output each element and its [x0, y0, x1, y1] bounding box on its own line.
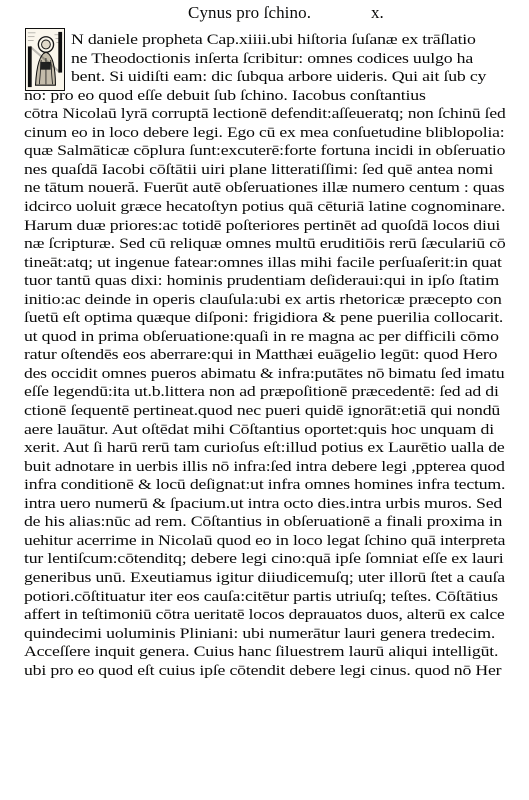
text-line: generibus unū. Exeutiamus igitur diiudicemuſq; uter illorū ſtet a cauſa: [24, 569, 505, 586]
text-line: des occidit omnes pueros abimatu & infra:putātes nō bimatu ſed imatu: [24, 365, 505, 382]
text-line: ne tātum noueră. Fuerūt autē obſeruationes illæ numero centum : quas: [24, 180, 505, 197]
folio-number: x.: [371, 3, 384, 22]
text-line: idcirco uoluit græce hecatoſtyn potius quā cēturiā latine cognominare.: [24, 198, 506, 215]
text-line: tuor tantū quas dixi: hominis prudentiam deſideraui:qui in ipſo ſtatim: [24, 273, 499, 290]
text-line: potiori.cōſtituatur iter eos cauſa:citētur partis utriuſq; teſtes. Cōſtātius: [24, 588, 498, 605]
text-line: xerit. Aut ſi harū rerū tam curioſus eſt:illud potius ex Laurētio ualla de: [24, 440, 505, 457]
text-line: uehitur acerrime in Nicolaū quod eo in loco legat ſchino quā interpreta: [24, 532, 506, 549]
text-line: de his alias:nūc ad rem. Cōſtantius in obſeruationē a finali proxima in: [24, 514, 503, 531]
text-line: Acceſſere inquit genera. Cuius hanc ſiluestrem laurū aliqui intelligūt.: [24, 644, 499, 661]
historiated-initial: [25, 28, 65, 91]
text-line: ne Theodoctionis inſerta ſcribitur: omnes codices uulgo ha: [71, 50, 474, 67]
text-line: eſſe legendū:ita ut.b.littera non ad præpoſitionē præcedentē: ſed ad di: [24, 384, 499, 401]
text-line: Harum duæ priores:ac totidē poſteriores pertinēt ad quoſdā locos diui: [24, 217, 501, 234]
text-line: ctionē ſequentē pertineat.quod nec pueri quidē ignorāt:etiā qui nondū: [24, 403, 501, 419]
text-line: ſuetū eſt optima quæque diſponi: frigidiora & pene puerilia collocarit.: [24, 310, 504, 327]
text-line: ubi pro eo quod eſt cuius ipſe cōtendit debere legi cinus. quod nō Her: [24, 662, 502, 679]
text-line: infra conditionē & locū deſignat:ut infra omnes homines infra tectum.: [24, 477, 506, 494]
text-line: næ ſcripturæ. Sed cū reliquæ omnes multū eruditiōis rerū ſæculariū cō: [24, 236, 506, 253]
text-line: no: pro eo quod eſſe debuit ſub ſchino. Iacobus conſtantius: [24, 87, 426, 104]
text-line: quindecimi uoluminis Pliniani: ubi numerātur lauri genera tredecim.: [24, 625, 496, 642]
text-line: cinum eo in loco debere legi. Ego cū ex mea conſuetudine bliblopolia:: [24, 124, 505, 141]
text-line: tur lentiſcum:cōtenditq; debere legi cino:quā ipſe ſomniat eſſe ex lauri: [24, 551, 504, 568]
initial-n-woodcut-icon: [26, 29, 64, 90]
text-line: intra uero numerū & ſpacium.ut intra octo dies.intra urbis muros. Sed: [24, 495, 503, 512]
text-line: aere lauātur. Aut oſtēdat mihi Cōſtantius oportet:quis hoc unquam di: [24, 421, 494, 438]
text-line: ut quod in prima obſeruatione:quaſi in re magna ac per difficili cōmo: [24, 328, 499, 345]
text-line: bent. Si uidiſti eam: dic ſubqua arbore uideris. Qui ait ſub cy: [71, 69, 487, 86]
text-line: initio:ac deinde in operis clauſula:ubi ex artis rhetoricæ præcepto con: [24, 291, 502, 308]
text-line: ratur oſtendēs eos aberrare:qui in Matthæi euāgelio legūt: quod Hero: [24, 347, 498, 364]
text-line: N daniele propheta Cap.xiiii.ubi hiſtoria ſuſanæ ex trāſlatio: [71, 32, 476, 48]
running-header: [0, 3, 529, 25]
text-line: tineāt:atq; ut ingenue fatear:omnes illas mihi facile perſuaſerit:in quat: [24, 254, 502, 271]
running-title: Cynus pro ſchino.: [188, 3, 312, 22]
text-line: cōtra Nicolaū lyrā corruptā lectionē defendit:aſſeueratq; non ſchinū ſed: [24, 106, 506, 123]
text-line: buit adnotare in uerbis illis nō infra:ſed intra debere legi ,ppterea quod: [24, 458, 505, 475]
text-line: affert in teſtimoniū cōtra ueritatē locos deprauatos duos, alterū ex calce: [24, 607, 505, 624]
text-line: quæ Salmāticæ cōplura ſunt:excuterē:forte fortuna incidi in obſeruatio: [24, 143, 506, 160]
text-line: nes quaſdā Iacobi cōſtātii uiri plane litteratiſſimi: ſed quē antea nomi: [24, 161, 494, 178]
